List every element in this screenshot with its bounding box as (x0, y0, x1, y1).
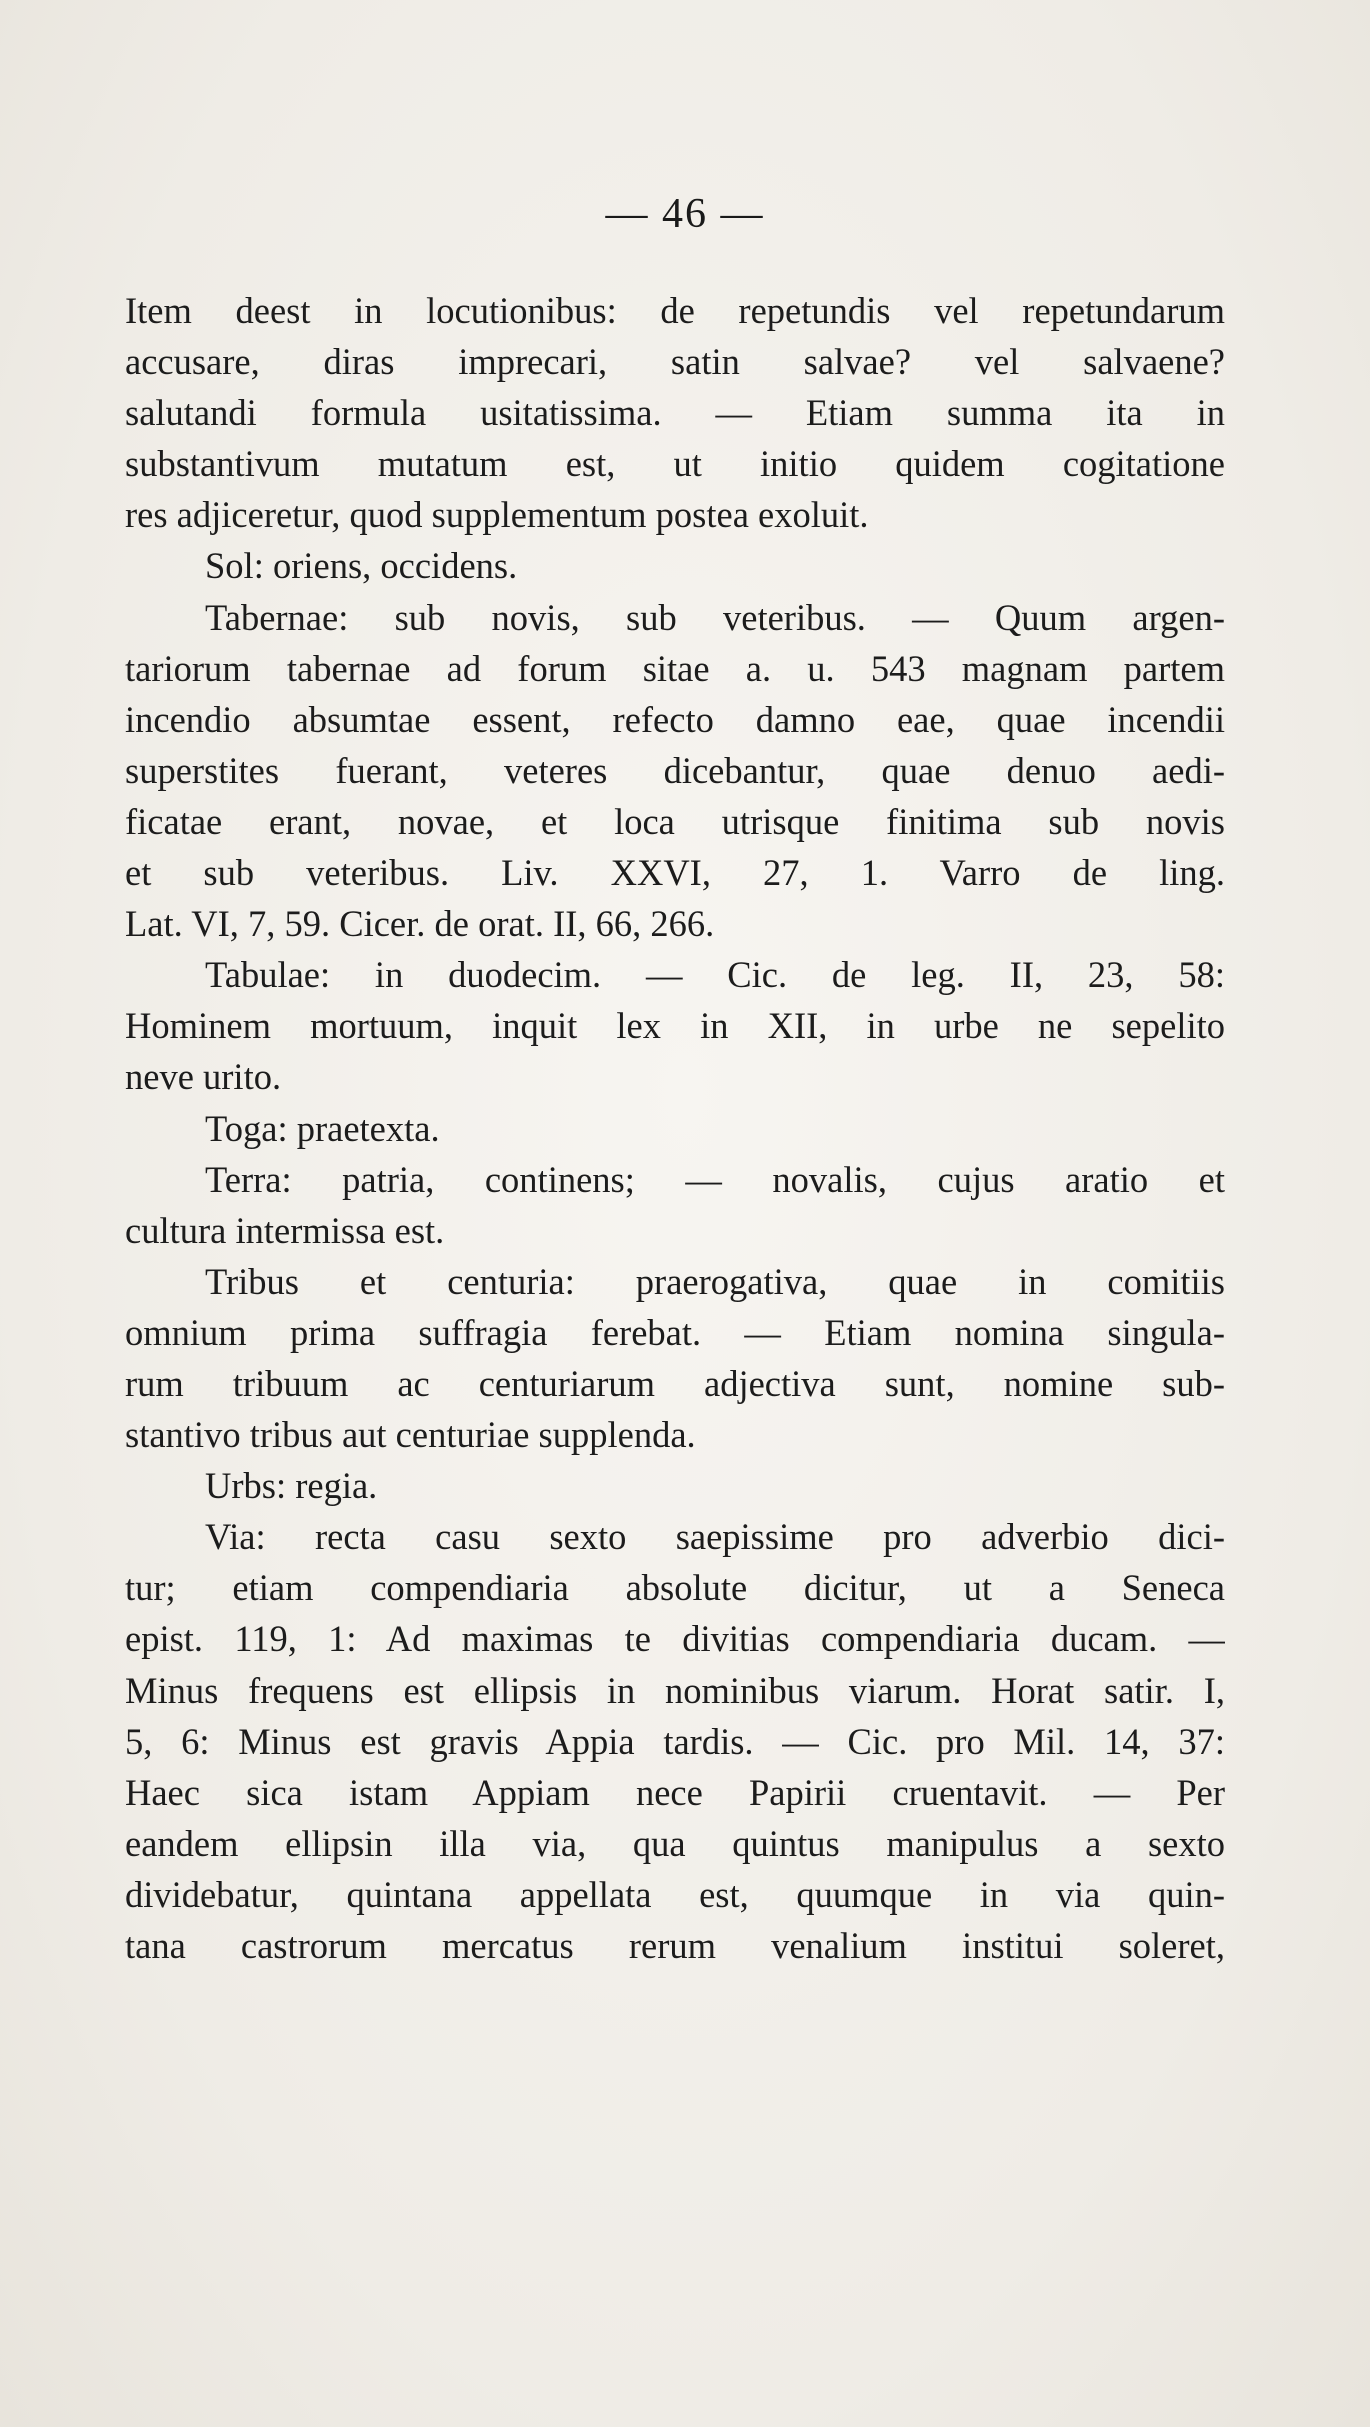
text-line: et sub veteribus. Liv. XXVI, 27, 1. Varro de ling. (125, 852, 1225, 894)
text-line: superstites fuerant, veteres dicebantur, quae denuo aedi- (125, 749, 1225, 791)
text-line: rum tribuum ac centuriarum adjectiva sunt, nomine sub- (125, 1362, 1225, 1404)
text-line: omnium prima suffragia ferebat. — Etiam nomina singula- (125, 1311, 1225, 1353)
text-line: Lat. VI, 7, 59. Cicer. de orat. II, 66, 266. (125, 903, 715, 945)
text-line: Hominem mortuum, inquit lex in XII, in urbe ne sepelito (125, 1005, 1225, 1047)
text-line: tur; etiam compendiaria absolute dicitur, ut a Seneca (125, 1567, 1225, 1609)
text-line: Haec sica istam Appiam nece Papirii cruentavit. — Per (125, 1771, 1225, 1813)
text-line: Urbs: regia. (205, 1465, 378, 1507)
text-line: Tabulae: in duodecim. — Cic. de leg. II, 23, 58: (205, 954, 1225, 996)
text-line: eandem ellipsin illa via, qua quintus manipulus a sexto (125, 1822, 1225, 1864)
text-line: Tabernae: sub novis, sub veteribus. — Quum argen- (205, 596, 1225, 638)
text-line: res adjiceretur, quod supplementum postea exoluit. (125, 494, 869, 536)
text-line: Item deest in locutionibus: de repetundis vel repetundarum (125, 290, 1225, 331)
text-line: substantivum mutatum est, ut initio quidem cogitatione (125, 443, 1225, 485)
body-text (125, 285, 1225, 1971)
text-line: Tribus et centuria: praerogativa, quae in comitiis (205, 1260, 1225, 1302)
text-line: salutandi formula usitatissima. — Etiam summa ita in (125, 392, 1225, 434)
text-line: Terra: patria, continens; — novalis, cujus aratio et (205, 1158, 1225, 1200)
page-number: — 46 — (605, 191, 765, 237)
text-line: ficatae erant, novae, et loca utrisque finitima sub novis (125, 800, 1225, 842)
text-line: cultura intermissa est. (125, 1209, 445, 1251)
text-line: dividebatur, quintana appellata est, quumque in via quin- (125, 1873, 1225, 1915)
text-line: Via: recta casu sexto saepissime pro adverbio dici- (205, 1516, 1225, 1558)
text-line: incendio absumtae essent, refecto damno eae, quae incendii (125, 698, 1225, 740)
text-line: 5, 6: Minus est gravis Appia tardis. — Cic. pro Mil. 14, 37: (125, 1720, 1225, 1762)
text-line: accusare, diras imprecari, satin salvae? vel salvaene? (125, 341, 1225, 383)
text-line: stantivo tribus aut centuriae supplenda. (125, 1414, 696, 1456)
text-line: tana castrorum mercatus rerum venalium institui soleret, (125, 1925, 1225, 1966)
text-line: neve urito. (125, 1056, 282, 1098)
text-line: epist. 119, 1: Ad maximas te divitias compendiaria ducam. — (125, 1618, 1225, 1660)
text-line: Sol: oriens, occidens. (205, 545, 518, 587)
text-line: Minus frequens est ellipsis in nominibus viarum. Horat satir. I, (125, 1669, 1225, 1711)
text-line: tariorum tabernae ad forum sitae a. u. 543 magnam partem (125, 647, 1225, 689)
text-line: Toga: praetexta. (205, 1107, 440, 1149)
